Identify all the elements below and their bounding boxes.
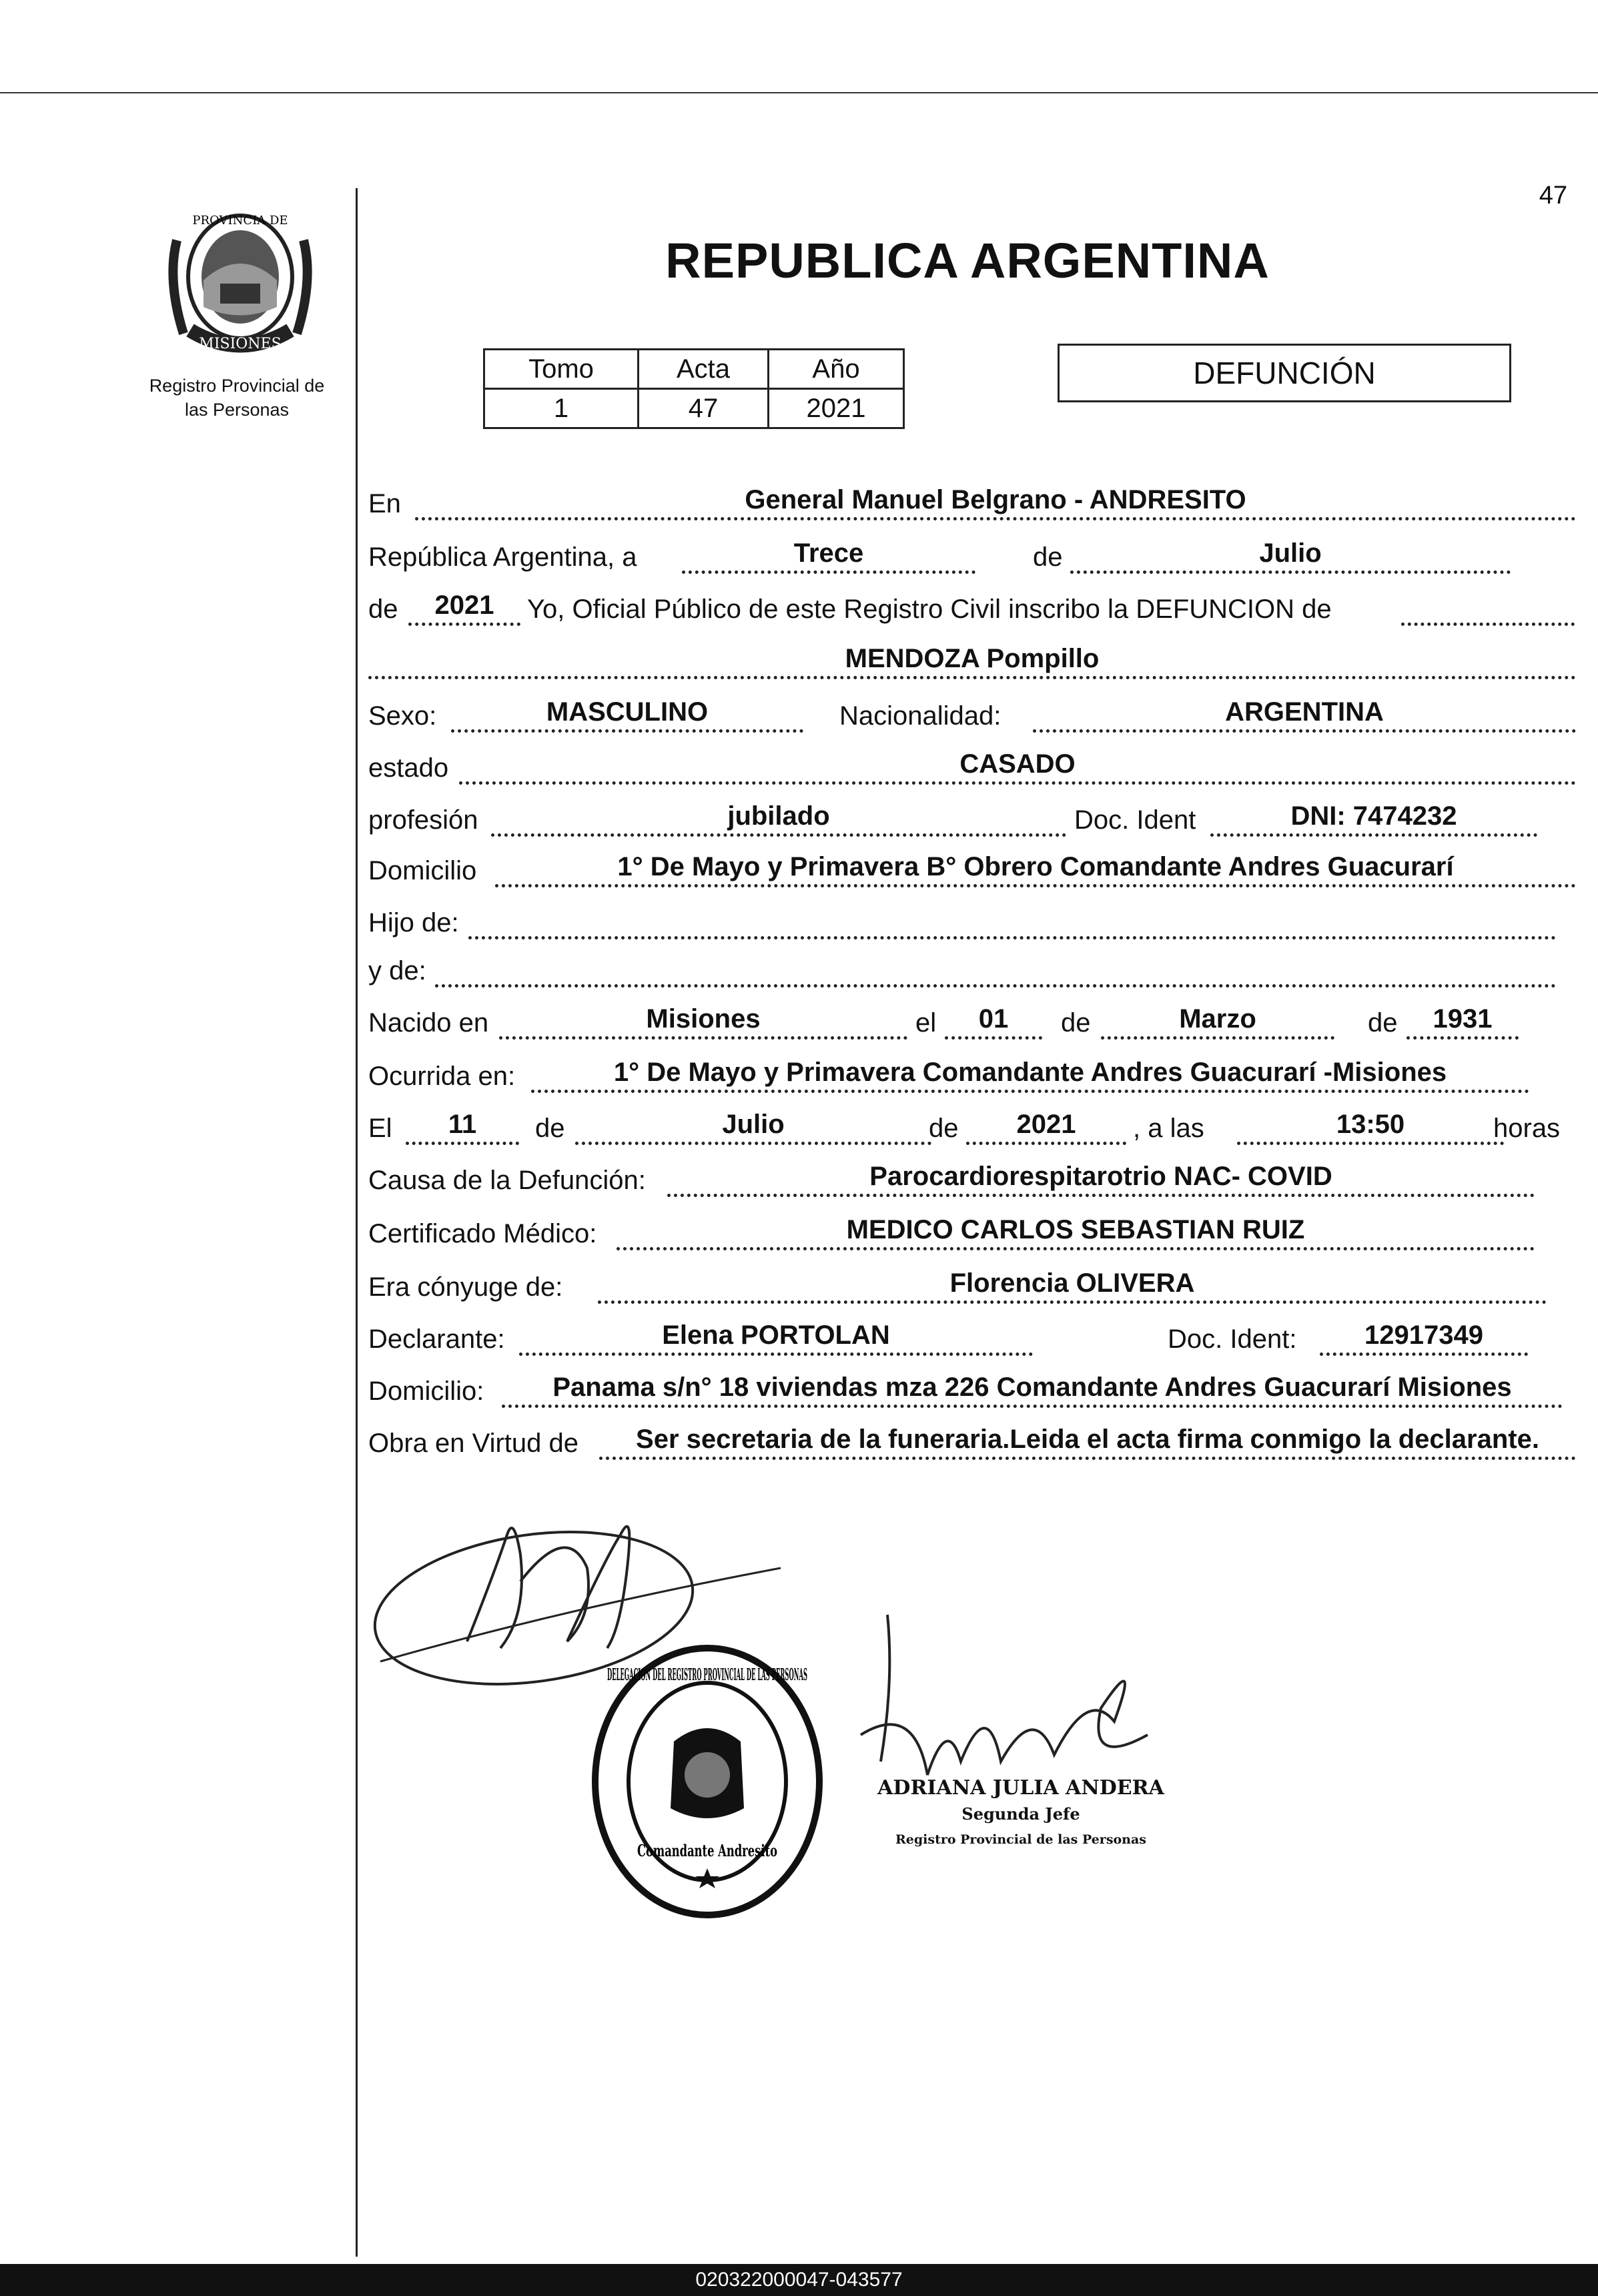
- row-nombre: [368, 641, 1576, 683]
- document-type-box: DEFUNCIÓN: [1058, 344, 1511, 402]
- row-lugar: En General Manuel Belgrano - ANDRESITO: [368, 482, 1576, 524]
- row-fecha: República Argentina, a Trece de Julio: [368, 535, 1576, 578]
- domicilio-declarante-value: Panama s/n° 18 viviendas mza 226 Comandante Andres Guacurarí Misiones: [552, 1373, 1512, 1402]
- seal-ring-text: DELEGACION DEL REGISTRO PROVINCIAL DE LAS PERSONAS: [607, 1665, 807, 1684]
- profesion-value: jubilado: [727, 801, 830, 831]
- domicilio-value: 1° De Mayo y Primavera B° Obrero Comandante Andres Guacurarí: [617, 852, 1454, 881]
- page-number: 47: [1539, 181, 1567, 210]
- estado-value: CASADO: [959, 749, 1076, 779]
- anio-value: 2021: [434, 591, 494, 620]
- register-value-row: [484, 389, 904, 428]
- row-conyuge: Era cónyuge de: Florencia OLIVERA: [368, 1265, 1576, 1308]
- nacionalidad-value: ARGENTINA: [1225, 697, 1384, 727]
- doc-declarante-value: 12917349: [1364, 1320, 1483, 1350]
- signature-stamp-office: Registro Provincial de las Personas: [895, 1832, 1147, 1847]
- crest-bottom-text: MISIONES: [199, 336, 282, 352]
- anio-header: Año: [769, 350, 904, 389]
- doc-value: DNI: 7474232: [1290, 801, 1457, 831]
- lugar-value: General Manuel Belgrano - ANDRESITO: [745, 485, 1246, 514]
- nombre-value: MENDOZA Pompillo: [845, 644, 1100, 673]
- row-anio: de 2021 Yo, Oficial Público de este Registro Civil inscribo la DEFUNCION de: [368, 587, 1576, 630]
- tomo-header: Tomo: [484, 350, 639, 389]
- register-header-row: [484, 350, 904, 389]
- organization-name: Registro Provincial de las Personas: [149, 376, 325, 420]
- row-y-de: y de:: [368, 949, 1576, 992]
- def-anio-value: 2021: [1016, 1110, 1076, 1139]
- acta-value: 47: [639, 389, 769, 428]
- causa-value: Parocardiorespitarotrio NAC- COVID: [869, 1162, 1332, 1191]
- ocurrida-value: 1° De Mayo y Primavera Comandante Andres Guacurarí -Misiones: [613, 1058, 1447, 1087]
- conyuge-value: Florencia OLIVERA: [949, 1268, 1195, 1298]
- row-estado: estado CASADO: [368, 746, 1576, 789]
- top-rule: [0, 92, 1598, 93]
- official-signature: [834, 1601, 1181, 1802]
- nacido-en-value: Misiones: [646, 1004, 761, 1034]
- acta-header: Acta: [639, 350, 769, 389]
- row-ocurrida: Ocurrida en: 1° De Mayo y Primavera Comandante Andres Guacurarí -Misiones: [368, 1054, 1576, 1097]
- row-profesion: profesión jubilado Doc. Ident DNI: 7474232: [368, 798, 1576, 841]
- dia-value: Trece: [793, 538, 864, 568]
- provincial-crest-icon: [163, 200, 317, 360]
- def-dia-value: 11: [448, 1110, 477, 1139]
- row-certificado: Certificado Médico: MEDICO CARLOS SEBASTIAN RUIZ: [368, 1212, 1576, 1254]
- sexo-value: MASCULINO: [546, 697, 709, 727]
- margin-rule: [356, 188, 358, 2257]
- register-table: [483, 348, 905, 429]
- seal-inner-text: Comandante Andresito: [637, 1841, 777, 1860]
- row-domicilio: Domicilio 1° De Mayo y Primavera B° Obrero Comandante Andres Guacurarí: [368, 849, 1576, 891]
- row-defuncion-fecha: El 11 de Julio de 2021 , a las 13:50 horas: [368, 1106, 1576, 1149]
- row-hijo-de: Hijo de:: [368, 901, 1576, 943]
- row-domicilio-declarante: Domicilio: Panama s/n° 18 viviendas mza 226 Comandante Andres Guacurarí Misiones: [368, 1369, 1576, 1412]
- tomo-value: 1: [484, 389, 639, 428]
- row-causa: Causa de la Defunción: Parocardiorespitarotrio NAC- COVID: [368, 1158, 1576, 1201]
- def-mes-value: Julio: [722, 1110, 785, 1139]
- hora-value: 13:50: [1336, 1110, 1405, 1139]
- row-nacido: Nacido en Misiones el 01 de Marzo de 1931: [368, 1001, 1576, 1044]
- nac-mes-value: Marzo: [1179, 1004, 1256, 1034]
- obra-value: Ser secretaria de la funeraria.Leida el acta firma conmigo la declarante.: [636, 1425, 1539, 1454]
- nac-anio-value: 1931: [1433, 1004, 1493, 1034]
- official-seal: [587, 1641, 827, 1922]
- row-sexo: Sexo: MASCULINO Nacionalidad: ARGENTINA: [368, 694, 1576, 737]
- footer-code: 020322000047-043577: [0, 2264, 1598, 2296]
- signature-stamp-role: Segunda Jefe: [961, 1804, 1080, 1824]
- row-declarante: Declarante: Elena PORTOLAN Doc. Ident: 12917349: [368, 1317, 1576, 1360]
- certificado-value: MEDICO CARLOS SEBASTIAN RUIZ: [846, 1215, 1305, 1244]
- row-obra: Obra en Virtud de Ser secretaria de la funeraria.Leida el acta firma conmigo la declarante.: [368, 1421, 1576, 1464]
- declarante-value: Elena PORTOLAN: [662, 1320, 890, 1350]
- page-title: REPUBLICA ARGENTINA: [665, 233, 1270, 288]
- anio-value: 2021: [769, 389, 904, 428]
- signature-stamp-name: ADRIANA JULIA ANDERA: [877, 1776, 1164, 1800]
- nac-dia-value: 01: [978, 1004, 1009, 1034]
- mes-value: Julio: [1259, 538, 1322, 568]
- crest-top-text: PROVINCIA DE: [192, 214, 288, 228]
